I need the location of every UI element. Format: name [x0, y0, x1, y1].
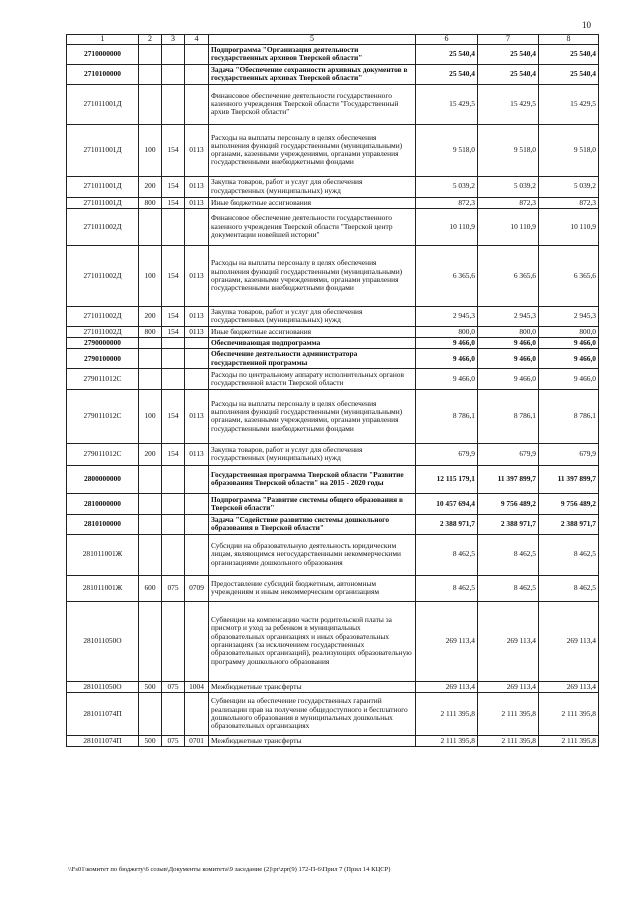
row-admin-code: 154 [162, 176, 185, 197]
row-code: 281011074П [67, 735, 139, 746]
row-value-col7: 5 039,2 [478, 176, 539, 197]
row-expense-type [139, 45, 162, 65]
row-section-code: 0113 [185, 326, 209, 337]
row-value-col6: 872,3 [416, 197, 478, 208]
budget-table [66, 34, 599, 747]
column-header: 2 [139, 35, 162, 45]
row-value-col8: 9 466,0 [539, 338, 599, 349]
row-section-code [185, 692, 209, 735]
row-code: 271011001Д [67, 84, 139, 124]
table-row [67, 735, 599, 746]
column-header: 6 [416, 35, 478, 45]
row-name: Субвенции на обеспечение государственных гарантий реализации прав на получение общедоступного и бесплатного дошкольного образования в муниципальных дошкольных образовательных организациях [209, 692, 416, 735]
row-code: 281011050О [67, 601, 139, 681]
row-expense-type [139, 514, 162, 534]
row-value-col6: 8 462,5 [416, 575, 478, 601]
row-value-col8: 10 110,9 [539, 208, 599, 245]
row-admin-code: 154 [162, 124, 185, 176]
row-value-col6: 12 115 179,1 [416, 465, 478, 493]
row-section-code: 1004 [185, 681, 209, 692]
row-section-code [185, 465, 209, 493]
row-admin-code [162, 338, 185, 349]
row-value-col8: 2 388 971,7 [539, 514, 599, 534]
row-code: 2810000000 [67, 493, 139, 514]
row-value-col6: 800,0 [416, 326, 478, 337]
table-row [67, 349, 599, 369]
table-row [67, 493, 599, 514]
row-value-col7: 800,0 [478, 326, 539, 337]
row-section-code [185, 368, 209, 389]
row-value-col8: 872,3 [539, 197, 599, 208]
row-name: Предоставление субсидий бюджетным, автономным учреждениям и иным некоммерческим организациям [209, 575, 416, 601]
row-section-code [185, 84, 209, 124]
row-section-code: 0113 [185, 124, 209, 176]
row-expense-type [139, 368, 162, 389]
row-name: Закупка товаров, работ и услуг для обеспечения государственных (муниципальных) нужд [209, 443, 416, 465]
table-row [67, 84, 599, 124]
table-row [67, 514, 599, 534]
row-expense-type: 100 [139, 245, 162, 306]
row-expense-type [139, 493, 162, 514]
row-admin-code [162, 349, 185, 369]
table-row [67, 601, 599, 681]
row-value-col7: 25 540,4 [478, 64, 539, 84]
row-name: Расходы на выплаты персоналу в целях обеспечения выполнения функций государственными (муниципальными) органами, казенными учреждениями, органами управления государственными внебюджетными фондами [209, 389, 416, 443]
row-section-code [185, 534, 209, 575]
row-value-col7: 6 365,6 [478, 245, 539, 306]
row-name: Подпрограмма "Организация деятельности государственных архивов Тверской области" [209, 45, 416, 65]
row-value-col7: 10 110,9 [478, 208, 539, 245]
row-expense-type [139, 692, 162, 735]
row-admin-code: 075 [162, 735, 185, 746]
row-value-col6: 8 786,1 [416, 389, 478, 443]
row-expense-type: 100 [139, 124, 162, 176]
row-value-col6: 679,9 [416, 443, 478, 465]
row-expense-type [139, 465, 162, 493]
row-expense-type [139, 208, 162, 245]
row-value-col6: 9 518,0 [416, 124, 478, 176]
row-name: Иные бюджетные ассигнования [209, 326, 416, 337]
row-expense-type: 200 [139, 176, 162, 197]
row-value-col6: 2 111 395,8 [416, 692, 478, 735]
row-section-code [185, 493, 209, 514]
row-expense-type [139, 349, 162, 369]
row-admin-code: 154 [162, 245, 185, 306]
row-value-col7: 9 756 489,2 [478, 493, 539, 514]
row-value-col7: 2 388 971,7 [478, 514, 539, 534]
row-name: Задача "Содействие развитию системы дошкольного образования в Тверской области" [209, 514, 416, 534]
row-value-col8: 2 111 395,8 [539, 735, 599, 746]
row-value-col8: 9 756 489,2 [539, 493, 599, 514]
row-admin-code [162, 534, 185, 575]
column-header: 3 [162, 35, 185, 45]
row-value-col8: 15 429,5 [539, 84, 599, 124]
row-name: Закупка товаров, работ и услуг для обеспечения государственных (муниципальных) нужд [209, 176, 416, 197]
row-code: 271011002Д [67, 208, 139, 245]
row-code: 2710100000 [67, 64, 139, 84]
row-value-col6: 9 466,0 [416, 338, 478, 349]
row-expense-type: 500 [139, 735, 162, 746]
row-section-code: 0113 [185, 443, 209, 465]
column-header: 8 [539, 35, 599, 45]
row-value-col8: 8 786,1 [539, 389, 599, 443]
row-section-code [185, 45, 209, 65]
row-value-col6: 25 540,4 [416, 45, 478, 65]
row-name: Межбюджетные трансферты [209, 735, 416, 746]
row-code: 271011002Д [67, 306, 139, 326]
row-value-col6: 8 462,5 [416, 534, 478, 575]
row-section-code [185, 349, 209, 369]
row-admin-code: 154 [162, 326, 185, 337]
row-value-col6: 2 111 395,8 [416, 735, 478, 746]
row-value-col7: 25 540,4 [478, 45, 539, 65]
table-row [67, 124, 599, 176]
row-expense-type: 800 [139, 326, 162, 337]
table-row [67, 176, 599, 197]
row-admin-code [162, 84, 185, 124]
row-code: 279011012С [67, 368, 139, 389]
row-name: Субсидии на образовательную деятельность юридическим лицам, являющимся негосударственными некоммерческими организациями дошкольного образования [209, 534, 416, 575]
row-expense-type: 100 [139, 389, 162, 443]
row-value-col7: 15 429,5 [478, 84, 539, 124]
row-admin-code: 154 [162, 389, 185, 443]
row-name: Обеспечение деятельности администратора государственной программы [209, 349, 416, 369]
row-code: 2710000000 [67, 45, 139, 65]
row-value-col8: 2 111 395,8 [539, 692, 599, 735]
column-header: 7 [478, 35, 539, 45]
row-section-code: 0113 [185, 389, 209, 443]
table-row [67, 692, 599, 735]
column-header: 5 [209, 35, 416, 45]
row-code: 271011002Д [67, 326, 139, 337]
row-value-col8: 800,0 [539, 326, 599, 337]
row-name: Расходы на выплаты персоналу в целях обеспечения выполнения функций государственными (муниципальными) органами, казенными учреждениями, органами управления государственными внебюджетными фондами [209, 124, 416, 176]
table-row [67, 681, 599, 692]
row-value-col7: 8 462,5 [478, 575, 539, 601]
row-expense-type: 200 [139, 306, 162, 326]
row-expense-type [139, 64, 162, 84]
row-section-code [185, 601, 209, 681]
row-name: Иные бюджетные ассигнования [209, 197, 416, 208]
row-name: Межбюджетные трансферты [209, 681, 416, 692]
row-value-col7: 269 113,4 [478, 601, 539, 681]
row-expense-type [139, 534, 162, 575]
row-code: 281011050О [67, 681, 139, 692]
column-header: 1 [67, 35, 139, 45]
row-admin-code [162, 45, 185, 65]
table-row [67, 338, 599, 349]
table-row [67, 389, 599, 443]
row-expense-type: 800 [139, 197, 162, 208]
row-value-col6: 2 388 971,7 [416, 514, 478, 534]
row-value-col6: 269 113,4 [416, 601, 478, 681]
row-value-col7: 2 111 395,8 [478, 735, 539, 746]
row-value-col8: 9 466,0 [539, 349, 599, 369]
row-value-col8: 6 365,6 [539, 245, 599, 306]
row-value-col7: 872,3 [478, 197, 539, 208]
row-name: Обеспечивающая подпрограмма [209, 338, 416, 349]
row-value-col6: 5 039,2 [416, 176, 478, 197]
table-row [67, 534, 599, 575]
row-code: 271011001Д [67, 176, 139, 197]
table-header-row [67, 35, 599, 45]
row-value-col7: 679,9 [478, 443, 539, 465]
row-value-col8: 9 466,0 [539, 368, 599, 389]
row-value-col7: 8 786,1 [478, 389, 539, 443]
row-admin-code [162, 368, 185, 389]
row-code: 279011012С [67, 443, 139, 465]
row-admin-code [162, 601, 185, 681]
row-value-col7: 9 466,0 [478, 349, 539, 369]
row-admin-code [162, 692, 185, 735]
row-value-col6: 15 429,5 [416, 84, 478, 124]
table-row [67, 465, 599, 493]
row-value-col6: 2 945,3 [416, 306, 478, 326]
row-admin-code: 075 [162, 681, 185, 692]
row-code: 271011001Д [67, 124, 139, 176]
table-row [67, 64, 599, 84]
row-value-col8: 679,9 [539, 443, 599, 465]
row-name: Задача "Обеспечение сохранности архивных документов в государственных архивах Тверской области" [209, 64, 416, 84]
row-value-col6: 269 113,4 [416, 681, 478, 692]
row-value-col6: 9 466,0 [416, 349, 478, 369]
row-value-col7: 9 466,0 [478, 338, 539, 349]
row-value-col8: 25 540,4 [539, 64, 599, 84]
table-row [67, 197, 599, 208]
row-expense-type [139, 601, 162, 681]
row-name: Закупка товаров, работ и услуг для обеспечения государственных (муниципальных) нужд [209, 306, 416, 326]
row-section-code: 0113 [185, 306, 209, 326]
row-expense-type [139, 338, 162, 349]
row-code: 281011074П [67, 692, 139, 735]
row-value-col6: 10 110,9 [416, 208, 478, 245]
row-value-col7: 269 113,4 [478, 681, 539, 692]
row-section-code: 0113 [185, 197, 209, 208]
row-admin-code [162, 493, 185, 514]
row-value-col8: 2 945,3 [539, 306, 599, 326]
table-row [67, 575, 599, 601]
row-section-code [185, 64, 209, 84]
table-row [67, 245, 599, 306]
row-expense-type [139, 84, 162, 124]
row-section-code [185, 338, 209, 349]
page-number: 10 [582, 20, 591, 30]
row-admin-code: 154 [162, 306, 185, 326]
row-code: 281011001Ж [67, 534, 139, 575]
table-row [67, 443, 599, 465]
row-value-col7: 9 518,0 [478, 124, 539, 176]
row-code: 281011001Ж [67, 575, 139, 601]
footer-file-path: \\Fs01\комитет по бюджету\6 созыв\Документы комитета\9 заседание (2)\pr\zpr(9) 172-П-6\Прил 7 (Прил 14 КЦСР) [68, 866, 391, 873]
row-name: Расходы на выплаты персоналу в целях обеспечения выполнения функций государственными (муниципальными) органами, казенными учреждениями, органами управления государственными внебюджетными фондами [209, 245, 416, 306]
row-value-col8: 8 462,5 [539, 534, 599, 575]
row-value-col6: 10 457 694,4 [416, 493, 478, 514]
row-admin-code: 154 [162, 197, 185, 208]
row-value-col7: 9 466,0 [478, 368, 539, 389]
row-value-col6: 25 540,4 [416, 64, 478, 84]
row-expense-type: 200 [139, 443, 162, 465]
row-code: 271011002Д [67, 245, 139, 306]
row-code: 2790000000 [67, 338, 139, 349]
row-admin-code: 154 [162, 443, 185, 465]
row-admin-code [162, 64, 185, 84]
row-value-col7: 2 111 395,8 [478, 692, 539, 735]
row-section-code: 0701 [185, 735, 209, 746]
row-name: Государственная программа Тверской области "Развитие образования Тверской области" на 2015 - 2020 годы [209, 465, 416, 493]
row-name: Расходы по центральному аппарату исполнительных органов государственной власти Тверской области [209, 368, 416, 389]
row-value-col8: 269 113,4 [539, 601, 599, 681]
row-value-col7: 2 945,3 [478, 306, 539, 326]
row-code: 2790100000 [67, 349, 139, 369]
row-expense-type: 500 [139, 681, 162, 692]
row-section-code: 0709 [185, 575, 209, 601]
table-row [67, 45, 599, 65]
table-row [67, 208, 599, 245]
row-section-code: 0113 [185, 245, 209, 306]
row-value-col8: 11 397 899,7 [539, 465, 599, 493]
row-admin-code: 075 [162, 575, 185, 601]
column-header: 4 [185, 35, 209, 45]
row-code: 2800000000 [67, 465, 139, 493]
row-name: Подпрограмма "Развитие системы общего образования в Тверской области" [209, 493, 416, 514]
row-value-col6: 9 466,0 [416, 368, 478, 389]
row-value-col8: 269 113,4 [539, 681, 599, 692]
row-value-col7: 8 462,5 [478, 534, 539, 575]
row-name: Финансовое обеспечение деятельности государственного казенного учреждения Тверской области "Государственный архив Тверской области" [209, 84, 416, 124]
table-row [67, 306, 599, 326]
row-value-col8: 5 039,2 [539, 176, 599, 197]
row-value-col8: 25 540,4 [539, 45, 599, 65]
row-name: Субвенции на компенсацию части родительской платы за присмотр и уход за ребенком в муниципальных образовательных организациях и иных образовательных организациях (за исключением государственных образовательных организаций), реализующих образовательную программу дошкольного образования [209, 601, 416, 681]
row-section-code [185, 514, 209, 534]
row-value-col8: 9 518,0 [539, 124, 599, 176]
row-admin-code [162, 465, 185, 493]
table-row [67, 368, 599, 389]
row-value-col8: 8 462,5 [539, 575, 599, 601]
row-code: 271011001Д [67, 197, 139, 208]
row-expense-type: 600 [139, 575, 162, 601]
row-admin-code [162, 208, 185, 245]
row-code: 2810100000 [67, 514, 139, 534]
row-name: Финансовое обеспечение деятельности государственного казенного учреждения Тверской области "Тверской центр документации новейшей истории" [209, 208, 416, 245]
row-section-code [185, 208, 209, 245]
row-admin-code [162, 514, 185, 534]
row-section-code: 0113 [185, 176, 209, 197]
row-code: 279011012С [67, 389, 139, 443]
table-row [67, 326, 599, 337]
row-value-col7: 11 397 899,7 [478, 465, 539, 493]
row-value-col6: 6 365,6 [416, 245, 478, 306]
